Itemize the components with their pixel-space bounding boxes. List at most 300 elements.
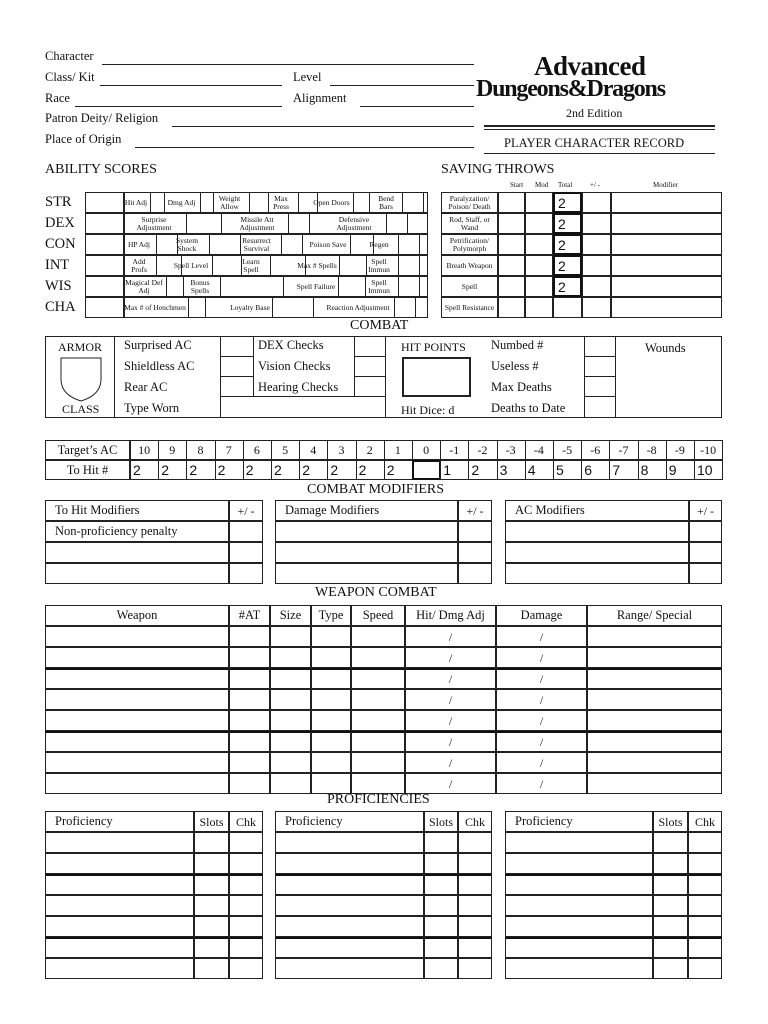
saving-throw-cell[interactable] [498,213,525,234]
deaths-to-date-box[interactable] [584,396,616,418]
proficiency-slots-cell[interactable] [424,853,458,874]
to-hit-modifiers-header: To Hit Modifiers [55,503,140,518]
weapon-cell[interactable] [311,668,351,689]
to-hit-modifier-row[interactable] [45,563,229,584]
damage-modifier-row[interactable] [275,563,458,584]
proficiency-slots-cell[interactable] [653,937,688,958]
ability-int-score[interactable] [85,255,124,276]
proficiency-column-header: Proficiency [515,814,573,829]
weapon-cell[interactable] [587,689,722,710]
saving-throw-cell[interactable] [498,234,525,255]
weapon-cell[interactable] [587,710,722,731]
saving-throw-cell[interactable] [525,276,553,297]
ability-detail-label: Spell Immun [368,256,390,274]
saving-throw-cell[interactable] [553,255,582,276]
weapon-cell[interactable] [270,773,311,794]
character-field[interactable] [102,64,474,65]
saving-throw-total: 2 [558,279,566,295]
proficiency-slots-cell[interactable] [194,832,229,853]
chk-column-header: Chk [235,814,256,829]
proficiency-name-cell[interactable] [505,916,653,937]
saving-throw-cell[interactable] [553,192,582,213]
to-hit-modifier-value[interactable] [229,542,263,563]
ac-modifier-row[interactable] [505,521,689,542]
proficiency-slots-cell[interactable] [424,937,458,958]
ac-modifiers-header: AC Modifiers [515,503,585,518]
saving-throw-cell[interactable] [553,234,582,255]
combat-title: COMBAT [350,318,409,333]
non-proficiency-penalty-label: Non-proficiency penalty [55,524,178,539]
ability-con-label: CON [45,236,76,253]
ability-detail-value[interactable] [386,213,408,234]
chk-column-header: Chk [464,814,485,829]
ac-modifier-value[interactable] [689,542,722,563]
weapon-cell[interactable] [351,710,405,731]
saving-throw-name: Breath Weapon [446,260,493,270]
to-hit-modifier-row[interactable] [45,542,229,563]
dex-checks-label: DEX Checks [258,338,324,352]
saving-throw-cell[interactable] [582,276,611,297]
saving-throw-name-cell [441,276,498,297]
proficiency-chk-cell[interactable] [229,958,263,979]
weapon-slash: / [539,671,544,686]
weapon-cell[interactable] [229,710,270,731]
weapon-cell[interactable] [351,626,405,647]
ability-detail-value[interactable] [398,276,420,297]
weapon-cell[interactable] [45,647,229,668]
ability-detail-label: Poison Save [309,239,347,249]
race-label: Race [45,91,70,105]
proficiency-slots-cell[interactable] [653,895,688,916]
saving-throw-cell[interactable] [525,192,553,213]
ability-detail-label: Surprise Adjustment [136,214,172,232]
proficiency-chk-cell[interactable] [229,874,263,895]
target-ac-value: 10 [138,443,151,457]
proficiency-chk-cell[interactable] [458,916,492,937]
ability-detail-value[interactable] [398,234,420,255]
weapon-cell[interactable] [270,710,311,731]
target-ac-value: -10 [700,443,717,457]
logo-dungeons-dragons: Dungeons&Dragons [476,76,665,102]
shieldless-ac-box[interactable] [220,356,254,377]
saving-throw-cell[interactable] [553,213,582,234]
ability-con-score[interactable] [85,234,124,255]
proficiency-chk-cell[interactable] [229,895,263,916]
target-ac-value: 7 [225,443,232,457]
weapon-cell[interactable] [229,626,270,647]
max-deaths-box[interactable] [584,376,616,397]
weapon-cell[interactable] [587,773,722,794]
to-hit-value: 2 [217,462,226,478]
proficiency-chk-cell[interactable] [688,895,722,916]
weapon-cell[interactable] [229,731,270,752]
proficiency-name-cell[interactable] [275,958,424,979]
ability-detail-label: Learn Spell [242,256,260,274]
ability-cha-score[interactable] [85,297,124,318]
proficiency-name-cell[interactable] [45,937,194,958]
weapon-cell[interactable] [270,626,311,647]
saving-throw-name: Spell Resistance [444,302,495,312]
surprised-ac-label: Surprised AC [124,338,192,352]
proficiency-slots-cell[interactable] [424,874,458,895]
weapon-cell[interactable] [351,773,405,794]
proficiency-chk-cell[interactable] [688,832,722,853]
ability-detail-label: Resurrect Survival [242,235,271,253]
race-field[interactable] [75,106,282,107]
patron-deity-field[interactable] [172,126,474,127]
numbed-box[interactable] [584,336,616,357]
proficiency-chk-cell[interactable] [688,916,722,937]
weapon-cell[interactable] [229,689,270,710]
proficiency-name-cell[interactable] [505,895,653,916]
damage-modifier-row[interactable] [275,521,458,542]
rear-ac-box[interactable] [220,376,254,397]
proficiency-chk-cell[interactable] [229,937,263,958]
hearing-checks-box[interactable] [354,376,386,397]
ability-detail-value[interactable] [288,213,310,234]
ac-modifier-row[interactable] [505,542,689,563]
weapon-cell[interactable] [45,668,229,689]
hit-points-box[interactable] [402,357,471,397]
proficiencies-title: PROFICIENCIES [327,792,430,807]
to-hit-label: To Hit # [66,462,109,477]
saving-throw-cell[interactable] [498,255,525,276]
proficiency-slots-cell[interactable] [653,916,688,937]
saving-throw-cell[interactable] [611,297,722,318]
proficiency-name-cell[interactable] [275,853,424,874]
saving-throw-cell[interactable] [525,297,553,318]
record-rule-bottom [484,153,715,154]
weapon-cell[interactable] [351,668,405,689]
proficiency-slots-cell[interactable] [194,853,229,874]
weapon-combat-title: WEAPON COMBAT [315,585,437,600]
saving-throw-cell[interactable] [611,276,722,297]
proficiency-chk-cell[interactable] [458,958,492,979]
weapon-cell[interactable] [270,752,311,773]
ability-str-score[interactable] [85,192,124,213]
proficiency-name-cell[interactable] [45,916,194,937]
proficiency-slots-cell[interactable] [194,958,229,979]
target-ac-value: 3 [338,443,345,457]
saving-throw-name-cell [441,255,498,276]
ability-wis-score[interactable] [85,276,124,297]
ability-int-label: INT [45,257,70,274]
weapon-slash: / [448,776,453,791]
proficiency-name-cell[interactable] [45,832,194,853]
weapon-column-header: Weapon [116,608,158,623]
weapon-cell[interactable] [229,773,270,794]
slots-column-header: Slots [658,814,683,829]
to-hit-value: 2 [274,462,282,478]
weapon-cell[interactable] [270,668,311,689]
weapon-column-header: Damage [520,608,563,623]
weapon-cell[interactable] [351,752,405,773]
class-kit-field[interactable] [100,85,282,86]
saving-throw-cell[interactable] [611,213,722,234]
ability-detail-value[interactable] [150,192,165,213]
proficiency-slots-cell[interactable] [424,916,458,937]
ac-modifier-value[interactable] [689,521,722,542]
wounds-label: Wounds [645,341,686,355]
proficiency-slots-cell[interactable] [653,958,688,979]
proficiency-slots-cell[interactable] [194,916,229,937]
proficiency-slots-cell[interactable] [194,937,229,958]
weapon-cell[interactable] [311,773,351,794]
damage-modifiers-pm: +/ - [466,503,484,518]
useless-label: Useless # [491,359,539,373]
proficiency-name-cell[interactable] [275,895,424,916]
proficiency-name-cell[interactable] [505,958,653,979]
proficiency-chk-cell[interactable] [458,895,492,916]
weapon-cell[interactable] [587,731,722,752]
useless-box[interactable] [584,356,616,377]
dex-checks-box[interactable] [354,336,386,357]
ability-detail-label: Magical Def Adj [125,277,163,295]
proficiency-name-cell[interactable] [45,895,194,916]
to-hit-value: 4 [527,462,536,478]
target-ac-label: Target’s AC [57,442,118,457]
proficiency-chk-cell[interactable] [688,874,722,895]
weapon-cell[interactable] [45,689,229,710]
level-field[interactable] [330,85,474,86]
target-ac-value: 9 [169,443,176,457]
proficiency-name-cell[interactable] [275,832,424,853]
level-label: Level [293,70,322,84]
ability-detail-value[interactable] [394,297,416,318]
ability-detail-label: Bend Bars [378,193,394,211]
proficiency-name-cell[interactable] [275,874,424,895]
to-hit-modifiers-pm: +/ - [237,503,255,518]
saving-throw-cell[interactable] [525,213,553,234]
weapon-cell[interactable] [311,710,351,731]
saving-throw-cell[interactable] [525,234,553,255]
proficiency-name-cell[interactable] [505,937,653,958]
weapon-cell[interactable] [311,689,351,710]
weapon-slash: / [539,776,544,791]
weapon-cell[interactable] [311,731,351,752]
saving-throw-name-cell [441,213,498,234]
chk-column-header: Chk [694,814,715,829]
proficiency-chk-cell[interactable] [229,916,263,937]
weapon-cell[interactable] [587,668,722,689]
class-kit-label: Class/ Kit [45,70,95,84]
weapon-cell[interactable] [229,752,270,773]
ability-detail-value[interactable] [281,234,303,255]
ability-detail-label: Max # Spells [297,260,337,270]
ability-detail-value[interactable] [272,297,314,318]
saving-throw-cell[interactable] [582,255,611,276]
saving-throws-title: SAVING THROWS [441,162,555,177]
saving-throw-cell[interactable] [582,213,611,234]
saving-throw-cell[interactable] [582,192,611,213]
proficiency-name-cell[interactable] [505,853,653,874]
proficiency-chk-cell[interactable] [229,832,263,853]
proficiency-slots-cell[interactable] [194,874,229,895]
saving-throw-column-header: Mod [535,181,549,189]
to-hit-cell[interactable] [412,460,441,480]
vision-checks-box[interactable] [354,356,386,377]
proficiency-slots-cell[interactable] [653,853,688,874]
proficiency-column-header: Proficiency [285,814,343,829]
alignment-field[interactable] [360,106,474,107]
weapon-cell[interactable] [587,626,722,647]
slots-column-header: Slots [428,814,453,829]
logo-advanced: Advanced [534,51,646,81]
proficiency-slots-cell[interactable] [424,958,458,979]
proficiency-chk-cell[interactable] [688,958,722,979]
proficiency-chk-cell[interactable] [458,874,492,895]
proficiency-name-cell[interactable] [505,832,653,853]
saving-throw-cell[interactable] [498,192,525,213]
weapon-slash: / [539,755,544,770]
weapon-cell[interactable] [587,647,722,668]
weapon-slash: / [448,671,453,686]
weapon-cell[interactable] [45,731,229,752]
saving-throw-cell[interactable] [525,255,553,276]
proficiency-chk-cell[interactable] [458,853,492,874]
weapon-column-header: Type [318,608,344,623]
weapon-cell[interactable] [229,647,270,668]
ability-detail-label: Reaction Adjustment [326,302,390,312]
proficiency-slots-cell[interactable] [424,832,458,853]
target-ac-value: 8 [197,443,204,457]
weapon-slash: / [539,650,544,665]
ability-detail-label: Spell Level [173,260,209,270]
saving-throw-cell[interactable] [582,297,611,318]
weapon-column-header: Size [279,608,302,623]
slots-column-header: Slots [199,814,224,829]
saving-throw-cell[interactable] [553,276,582,297]
ability-detail-value[interactable] [398,255,420,276]
proficiency-chk-cell[interactable] [688,937,722,958]
saving-throw-cell[interactable] [611,234,722,255]
saving-throw-cell[interactable] [498,276,525,297]
weapon-cell[interactable] [351,731,405,752]
weapon-cell[interactable] [311,626,351,647]
saving-throw-cell[interactable] [498,297,525,318]
weapon-slash: / [448,734,453,749]
ability-detail-value[interactable] [402,192,424,213]
proficiency-slots-cell[interactable] [424,895,458,916]
saving-throw-name: Spell [461,281,478,291]
proficiency-chk-cell[interactable] [229,853,263,874]
deaths-to-date-label: Deaths to Date [491,401,566,415]
target-ac-value: -5 [562,443,573,457]
proficiency-name-cell[interactable] [275,937,424,958]
ability-detail-value[interactable] [353,192,370,213]
saving-throw-column-header: Total [558,181,573,189]
proficiency-chk-cell[interactable] [688,853,722,874]
ac-modifier-row[interactable] [505,563,689,584]
proficiency-chk-cell[interactable] [458,937,492,958]
damage-modifier-row[interactable] [275,542,458,563]
saving-throw-name: Petrification/ Polymorph [449,235,490,253]
weapon-slash: / [448,629,453,644]
ability-detail-label: Bonus Spells [190,277,210,295]
proficiency-name-cell[interactable] [45,874,194,895]
ability-detail-value[interactable] [186,213,222,234]
weapon-slash: / [539,713,544,728]
ability-detail-label: HP Adj [127,239,151,249]
surprised-ac-box[interactable] [220,336,254,357]
weapon-cell[interactable] [45,710,229,731]
to-hit-value: 1 [443,462,451,478]
weapon-cell[interactable] [311,752,351,773]
weapon-cell[interactable] [351,647,405,668]
saving-throw-cell[interactable] [611,255,722,276]
saving-throw-cell[interactable] [553,297,582,318]
target-ac-value: -4 [533,443,544,457]
proficiency-name-cell[interactable] [505,874,653,895]
to-hit-value: 2 [161,462,169,478]
weapon-slash: / [448,755,453,770]
saving-throw-name: Paralyzation/ Poison/ Death [448,193,491,211]
to-hit-modifier-value[interactable] [229,521,263,542]
weapon-cell[interactable] [45,773,229,794]
to-hit-value: 2 [358,462,367,478]
target-ac-value: -1 [449,443,460,457]
to-hit-modifier-value[interactable] [229,563,263,584]
proficiency-slots-cell[interactable] [653,832,688,853]
weapon-cell[interactable] [270,689,311,710]
proficiency-slots-cell[interactable] [653,874,688,895]
weapon-cell[interactable] [270,731,311,752]
weapon-slash: / [448,713,453,728]
proficiency-slots-cell[interactable] [194,895,229,916]
rear-ac-label: Rear AC [124,380,168,394]
ac-modifier-value[interactable] [689,563,722,584]
class-label: CLASS [62,402,100,416]
weapon-cell[interactable] [229,668,270,689]
target-ac-value: -8 [646,443,657,457]
weapon-cell[interactable] [45,626,229,647]
damage-modifier-value[interactable] [458,521,492,542]
weapon-cell[interactable] [45,752,229,773]
target-ac-value: -3 [505,443,516,457]
to-hit-value: 2 [386,462,395,478]
proficiency-name-cell[interactable] [45,958,194,979]
proficiency-name-cell[interactable] [275,916,424,937]
target-ac-value: 4 [310,443,317,457]
weapon-cell[interactable] [351,689,405,710]
proficiency-name-cell[interactable] [45,853,194,874]
ability-dex-score[interactable] [85,213,124,234]
weapon-cell[interactable] [270,647,311,668]
damage-modifier-value[interactable] [458,542,492,563]
saving-throw-total: 2 [558,258,566,274]
saving-throw-cell[interactable] [582,234,611,255]
ability-detail-label: Add Profs [131,256,147,274]
damage-modifier-value[interactable] [458,563,492,584]
armor-label: ARMOR [58,340,103,354]
combat-modifiers-title: COMBAT MODIFIERS [307,482,445,497]
type-worn-field[interactable] [220,396,386,418]
alignment-label: Alignment [293,91,347,105]
ability-detail-value[interactable] [220,276,284,297]
weapon-cell[interactable] [587,752,722,773]
hit-points-label: HIT POINTS [401,340,466,354]
ability-detail-value[interactable] [188,297,206,318]
to-hit-value: 2 [189,462,198,478]
record-rule-top [484,125,715,127]
proficiency-chk-cell[interactable] [458,832,492,853]
place-of-origin-field[interactable] [135,147,474,148]
ability-wis-label: WIS [45,278,72,295]
weapon-cell[interactable] [311,647,351,668]
to-hit-value: 2 [133,462,141,478]
to-hit-value: 2 [471,462,480,478]
saving-throw-cell[interactable] [611,192,722,213]
